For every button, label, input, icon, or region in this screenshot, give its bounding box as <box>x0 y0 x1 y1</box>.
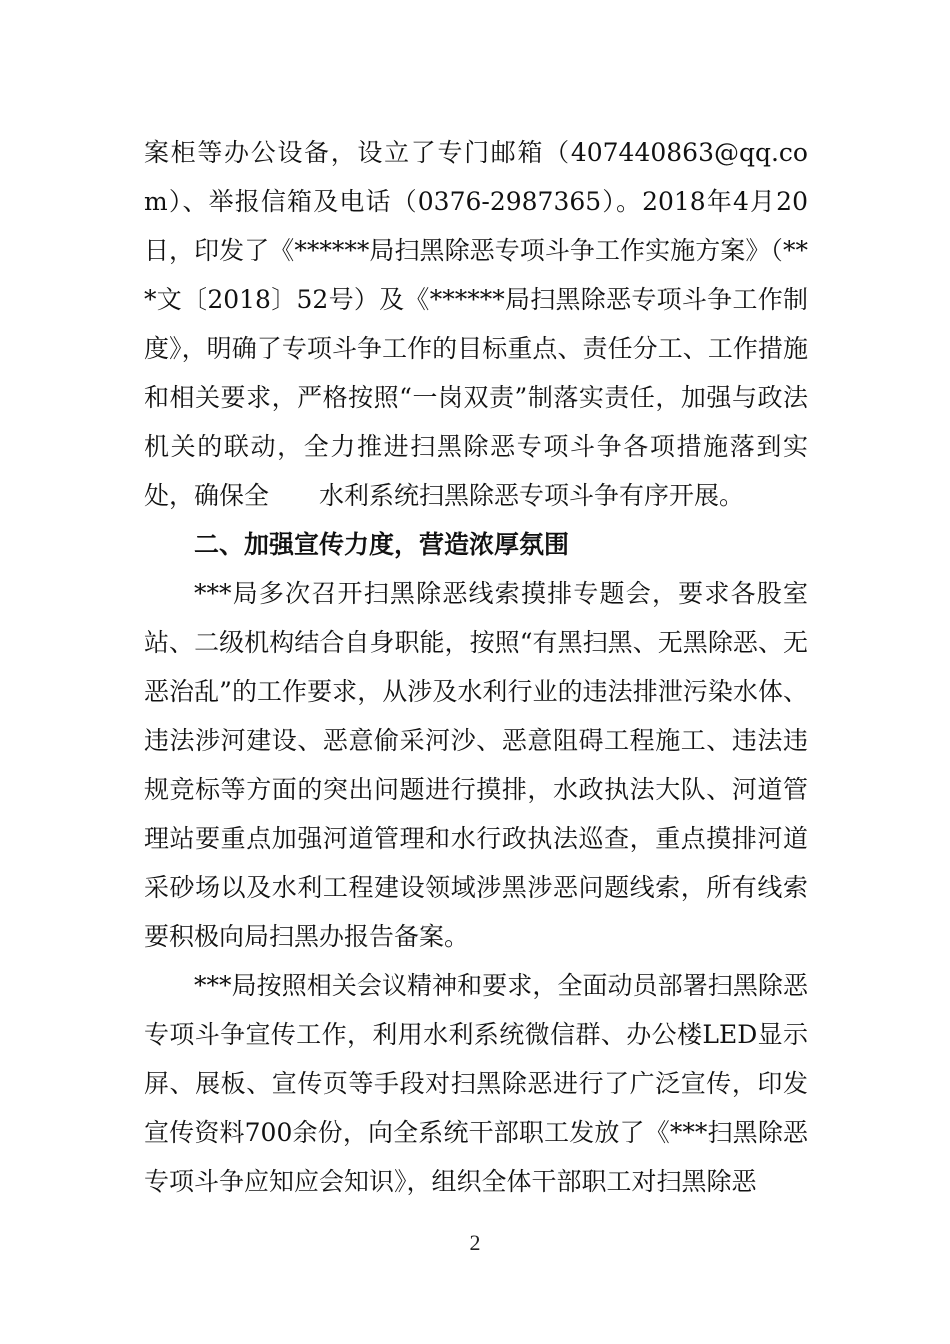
paragraph-clue-investigation: ***局多次召开扫黑除恶线索摸排专题会，要求各股室站、二级机构结合自身职能，按照“有黑扫黑、无黑除恶、无恶治乱”的工作要求，从涉及水利行业的违法排泄污染水体、违法涉河建设、恶意偷采河沙、恶意阻碍工程施工、违法违规竞标等方面的突出问题进行摸排，水政执法大队、河道管理站要重点加强河道管理和水行政执法巡查，重点摸排河道采砂场以及水利工程建设领域涉黑涉恶问题线索，所有线索要积极向局扫黑办报告备案。 <box>144 579 808 951</box>
page-number: 2 <box>469 1230 481 1255</box>
paragraph-publicity-work: ***局按照相关会议精神和要求，全面动员部署扫黑除恶专项斗争宣传工作，利用水利系统微信群、办公楼LED显示屏、展板、宣传页等手段对扫黑除恶进行了广泛宣传，印发宣传资料700余份，向全系统干部职工发放了《***扫黑除恶专项斗争应知应会知识》，组织全体干部职工对扫黑除恶 <box>144 971 808 1196</box>
page-body <box>144 128 808 1206</box>
paragraph-continuation: 案柜等办公设备，设立了专门邮箱（407440863@qq.com）、举报信箱及电话（0376-2987365）。2018年4月20日，印发了《******局扫黑除恶专项斗争工作实施方案》（***文〔2018〕52号）及《******局扫黑除恶专项斗争工作制度》，明确了专项斗争工作的目标重点、责任分工、工作措施和相关要求，严格按照“一岗双责”制落实责任，加强与政法机关的联动，全力推进扫黑除恶专项斗争各项措施落到实处，确保全 水利系统扫黑除恶专项斗争有序开展。 <box>144 138 808 510</box>
section-heading: 二、加强宣传力度，营造浓厚氛围 <box>194 530 570 559</box>
